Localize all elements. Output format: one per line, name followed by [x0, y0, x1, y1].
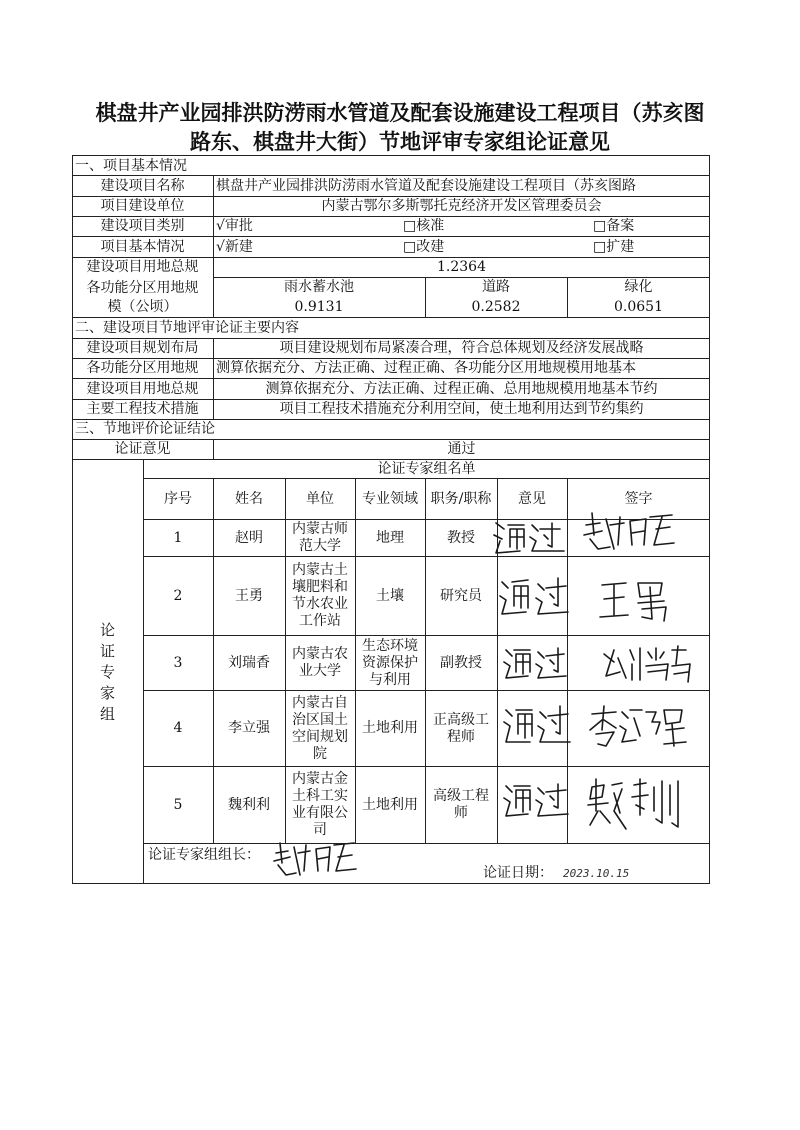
rule: [143, 843, 710, 844]
new-build-option: √新建: [216, 239, 253, 255]
rule: [285, 478, 286, 843]
leader-signature: [270, 835, 362, 881]
expert-unit: 内蒙古土壤肥料和节水农业工作站: [292, 562, 348, 629]
handwritten-opinion-5: [500, 778, 572, 824]
content-row-value: 测算依据充分、方法正确、过程正确、各功能分区用地规模用地基本: [216, 360, 636, 376]
expert-no: 5: [173, 796, 183, 813]
expert-field: 土壤: [376, 587, 404, 604]
leader-label: 论证专家组组长：: [148, 847, 260, 863]
func-area-label-line-1: 各功能分区用地规: [86, 280, 199, 296]
construction-unit-label: 项目建设单位: [100, 198, 185, 214]
func-area-label-line-2: 模（公顷）: [107, 299, 178, 315]
expert-no: 3: [173, 654, 183, 671]
expert-group-side-label: 论 证 专 家 组: [99, 621, 115, 723]
rule: [72, 236, 710, 237]
rule: [425, 478, 426, 843]
project-type-label: 建设项目类别: [100, 218, 185, 234]
expert-field: 地理: [376, 529, 404, 546]
road-header: 道路: [482, 279, 510, 295]
signature-3: [596, 640, 696, 688]
total-land-label: 建设项目用地总规: [86, 259, 199, 275]
content-row-value: 项目建设规划布局紧凑合理，符合总体规划及经济发展战略: [279, 340, 644, 356]
section-2-heading: 二、建设项目节地评审论证主要内容: [75, 320, 299, 336]
rule: [72, 378, 710, 379]
type-filing-option: □备案: [593, 218, 635, 234]
expert-unit: 内蒙古自治区国土空间规划院: [292, 694, 348, 762]
expert-field: 土地利用: [362, 720, 418, 736]
signature-2: [596, 575, 676, 625]
signature-1: [580, 505, 680, 559]
rebuild-option: □改建: [403, 239, 445, 255]
content-row-label: 建设项目规划布局: [86, 340, 199, 356]
expert-no: 4: [173, 720, 183, 736]
expert-post: 正高级工程师: [433, 711, 489, 745]
expert-no: 2: [173, 587, 183, 604]
expert-name: 刘瑞香: [228, 654, 270, 671]
section-3-heading: 三、节地评价论证结论: [75, 421, 215, 437]
construction-unit-value: 内蒙古鄂尔多斯鄂托克经济开发区管理委员会: [321, 198, 602, 214]
greening-header: 绿化: [624, 279, 653, 295]
handwritten-opinion-1: [490, 515, 570, 559]
expert-post: 副教授: [440, 654, 482, 671]
signature-5: [584, 775, 688, 839]
expert-post: 研究员: [440, 587, 482, 604]
header-opinion: 意见: [518, 490, 546, 507]
rule: [72, 317, 710, 318]
expert-post: 教授: [447, 529, 475, 546]
type-approval-option: √审批: [216, 218, 253, 234]
expert-list-title: 论证专家组名单: [377, 461, 476, 477]
expert-unit: 内蒙古农业大学: [292, 646, 348, 679]
date-label: 论证日期：: [483, 865, 553, 881]
project-name-label: 建设项目名称: [100, 178, 185, 194]
header-name: 姓名: [235, 490, 263, 507]
expert-unit: 内蒙古金土科工实业有限公司: [292, 771, 348, 838]
expert-name: 魏利利: [228, 796, 270, 813]
expert-field: 土地利用: [362, 796, 418, 813]
conclusion-value: 通过: [447, 441, 476, 457]
content-row-label: 建设项目用地总规: [86, 381, 199, 397]
road-value: 0.2582: [471, 299, 521, 315]
title-line-2: 路东、棋盘井大街）节地评审专家组论证意见: [190, 129, 610, 154]
content-row-value: 测算依据充分、方法正确、过程正确、总用地规模用地基本节约: [265, 381, 658, 397]
content-row-label: 主要工程技术措施: [86, 401, 199, 417]
stormwater-pool-header: 雨水蓄水池: [284, 279, 354, 295]
expert-post: 高级工程师: [433, 788, 489, 821]
expert-no: 1: [173, 529, 183, 546]
conclusion-label: 论证意见: [114, 441, 171, 457]
header-post: 职务/职称: [430, 490, 492, 507]
section-1-heading: 一、项目基本情况: [75, 158, 187, 174]
handwritten-opinion-4: [500, 702, 574, 750]
expansion-option: □扩建: [593, 239, 635, 255]
expert-field: 生态环境资源保护与利用: [362, 637, 418, 688]
type-verification-option: □核准: [403, 218, 445, 234]
basic-info-label: 项目基本情况: [100, 239, 185, 255]
expert-name: 赵明: [235, 529, 263, 546]
handwritten-opinion-2: [496, 572, 572, 622]
rule: [72, 175, 710, 176]
header-unit: 单位: [306, 490, 334, 507]
total-land-value: 1.2364: [437, 259, 486, 275]
date-value: 2023.10.15: [563, 867, 630, 880]
handwritten-opinion-3: [500, 642, 570, 686]
expert-name: 李立强: [228, 720, 270, 736]
greening-value: 0.0651: [614, 299, 663, 315]
expert-unit: 内蒙古师范大学: [292, 521, 348, 554]
header-field: 专业领域: [362, 490, 418, 507]
signature-4: [586, 700, 690, 756]
header-signature: 签字: [624, 490, 653, 507]
document-title: [60, 98, 740, 156]
expert-name: 王勇: [235, 587, 263, 604]
content-row-label: 各功能分区用地规: [86, 360, 199, 376]
content-row-value: 项目工程技术措施充分利用空间，使土地利用达到节约集约: [279, 401, 644, 417]
stormwater-pool-value: 0.9131: [294, 299, 344, 315]
header-no: 序号: [164, 490, 192, 507]
project-name-value: 棋盘井产业园排洪防涝雨水管道及配套设施建设工程项目（苏亥图路: [216, 178, 636, 194]
title-line-1: 棋盘井产业园排洪防涝雨水管道及配套设施建设工程项目（苏亥图: [95, 100, 705, 125]
